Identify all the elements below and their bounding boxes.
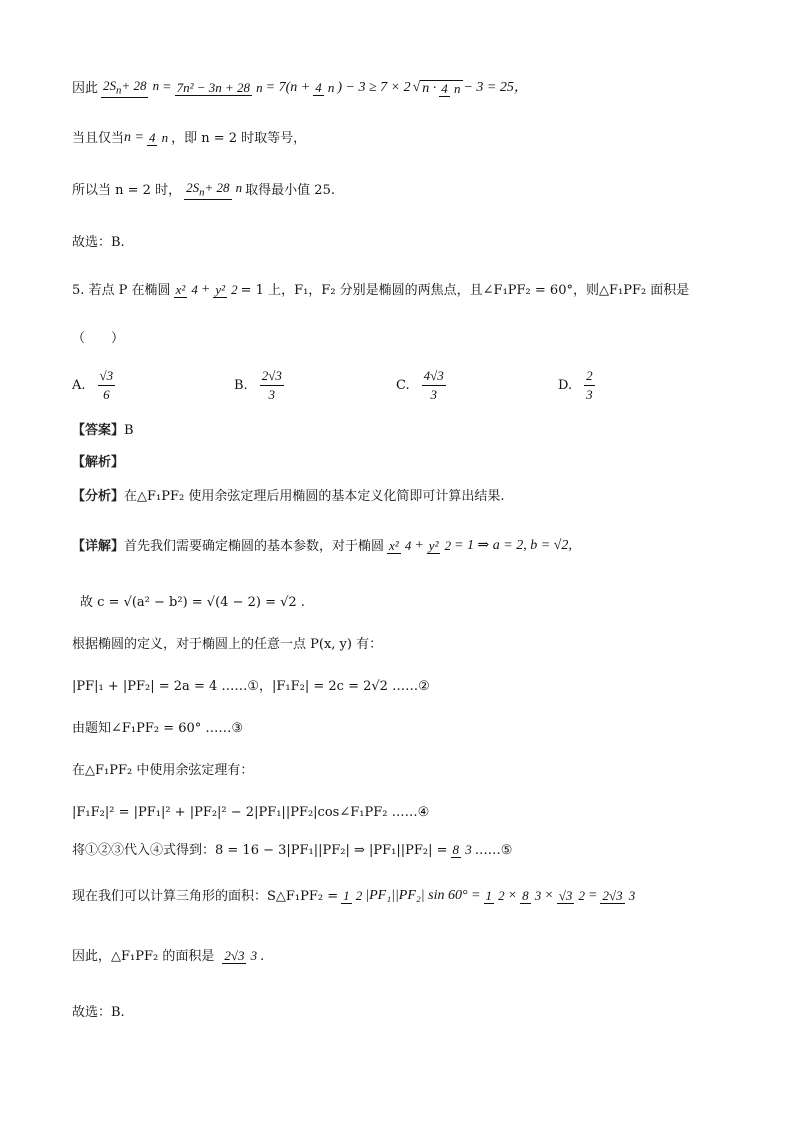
den: 3 [250,948,258,963]
text: 将①②③代入④式得到：8 = 16 − 3|PF₁||PF₂| ⇒ |PF₁||PF₂| = [72,842,448,858]
answer-value: B [124,423,134,438]
xiangjie-tag: 【详解】 [72,538,125,554]
subscript: n [199,186,205,199]
fraction [147,130,168,146]
subscript: n [116,84,122,97]
line-eq4 [72,806,734,819]
line-equality-condition [72,130,734,146]
fraction [520,888,541,904]
fenxi [72,490,734,503]
fraction [600,888,635,904]
option-label: A. [72,378,86,393]
line-eq1 [72,680,734,693]
text: |F₁F₂|² = |PF₁|² + |PF₂|² − 2|PF₁||PF₂|cos∠F₁PF₂ ……④ [72,805,430,820]
text: 根据椭圆的定义，对于椭圆上的任意一点 P(x, y) 有： [72,637,383,652]
math: |PF₁||PF₂| sin 60° = [365,888,481,903]
num: 2√3 [224,948,245,963]
den: 3 [268,387,275,402]
num: √3 [558,888,573,903]
line-area [72,888,734,904]
num: 2S [103,78,117,93]
num: y² [428,538,439,553]
text: 现在我们可以计算三角形的面积：S△F₁PF₂ = [72,888,339,904]
fraction [175,80,263,96]
den: 2 [498,888,505,903]
num: 4 [148,130,156,145]
line-eq3 [72,722,734,735]
den: 3 [534,888,542,903]
text: = 1 上，F₁，F₂ 分别是椭圆的两焦点，且∠F₁PF₂ = 60°，则△F₁PF₂ 面积是 [240,282,690,298]
text: 取得最小值 25. [245,182,335,198]
fraction [584,368,595,403]
text: 因此，△F₁PF₂ 的面积是 [72,948,215,964]
math: = 7(n + [265,80,311,96]
text: 由题知∠F₁PF₂ = 60° ……③ [72,721,244,736]
fraction [427,538,451,554]
fraction [313,80,334,96]
line-inequality [72,78,734,98]
math: n · [422,80,437,96]
line-cos-intro [72,764,734,777]
den: n [327,80,335,96]
num: 2√3 [260,368,284,386]
math: + [414,538,424,553]
num: 2S [186,180,200,195]
line-final [72,1006,734,1019]
option-label: D. [558,378,573,393]
fraction [557,888,585,904]
math: − 3 = 25， [463,80,528,96]
text: 在△F₁PF₂ 使用余弦定理后用椭圆的基本定义化简即可计算出结果. [124,489,505,504]
num: 4 [441,80,448,96]
num: 2 [584,368,595,386]
text: |PF|₁ + |PF₂| = 2a = 4 ……①，|F₁F₂| = 2c = 2√2 ……② [72,679,430,694]
fenxi-tag: 【分析】 [72,489,125,504]
fraction [213,282,237,298]
analysis-heading [72,456,734,469]
num: x² [389,538,399,553]
sqrt-body [420,80,463,97]
math: × [544,888,554,903]
xiangjie [72,538,734,554]
num: 8 [522,888,529,903]
fraction [174,282,198,298]
fraction [439,81,460,97]
text: 当且仅当 [72,130,125,146]
option-label: C. [396,378,410,393]
num-rest: + 28 [204,180,230,195]
den: n [161,130,169,145]
fraction [451,842,472,858]
fraction [101,78,159,98]
line-c [80,596,734,609]
line-choice [72,236,734,249]
fraction [184,180,242,200]
option-c[interactable] [396,368,449,403]
num-rest: + 28 [121,78,147,93]
option-d[interactable] [558,368,598,403]
den: 3 [628,888,636,903]
fraction [422,368,446,403]
den: 2 [355,888,363,903]
num: 4√3 [422,368,446,386]
text: 因此 [72,80,99,96]
math: ) − 3 ≥ 7 × 2 [337,80,411,96]
num: √3 [98,368,116,386]
den: 2 [444,538,452,553]
num: y² [215,282,225,297]
num: 1 [485,888,493,903]
text: ，即 n = 2 时取等号， [171,130,307,146]
line-eq5 [72,842,734,858]
fraction [484,888,505,904]
math: + [200,282,211,297]
math: = 1 ⇒ a = 2, b = √2, [454,538,572,553]
question-5 [72,282,734,298]
den: 2 [578,888,585,903]
option-b[interactable] [234,368,287,403]
text: ……⑤ [474,842,513,858]
fraction [387,538,411,554]
num: 1 [343,888,350,903]
fraction [98,368,116,403]
num: 2√3 [602,888,623,903]
answer [72,424,734,437]
den: 2 [231,282,238,297]
text: 所以当 n = 2 时， [72,182,182,198]
question-5-paren [72,332,734,345]
den: 3 [430,387,437,402]
den: 3 [465,842,472,857]
den: 4 [404,538,412,553]
den: 6 [103,387,110,402]
text: . [260,948,265,964]
num: 8 [452,842,460,857]
line-minimum [72,180,734,200]
math: n = [124,130,144,145]
text: 故选：B. [72,1005,125,1020]
num: x² [175,282,186,297]
fraction [222,948,257,964]
num: 7n² − 3n + 28 [176,80,251,96]
text: （ ） [72,331,125,346]
sqrt-sign: √ [412,80,421,96]
option-a[interactable] [72,368,118,403]
math: = [587,888,598,903]
text: 5. 若点 P 在椭圆 [72,282,171,298]
math: × [507,888,518,903]
text: 故 c = √(a² − b²) = √(4 − 2) = √2 . [80,595,305,610]
text: 首先我们需要确定椭圆的基本参数，对于椭圆 [124,538,385,554]
answer-tag: 【答案】 [72,423,125,438]
text: 在△F₁PF₂ 中使用余弦定理有： [72,763,254,778]
analysis-tag: 【解析】 [72,455,125,470]
fraction [341,888,362,904]
fraction [260,368,284,403]
num: 4 [315,80,322,96]
line-definition [72,638,734,651]
den: 3 [586,387,593,402]
equals: = [162,80,172,96]
den: n [453,80,461,96]
den: 4 [191,282,198,297]
den: n [256,80,263,96]
den: n [235,180,243,195]
den: n [152,78,160,93]
option-label: B. [234,378,248,393]
text: 故选：B. [72,235,125,250]
line-result [72,948,734,964]
